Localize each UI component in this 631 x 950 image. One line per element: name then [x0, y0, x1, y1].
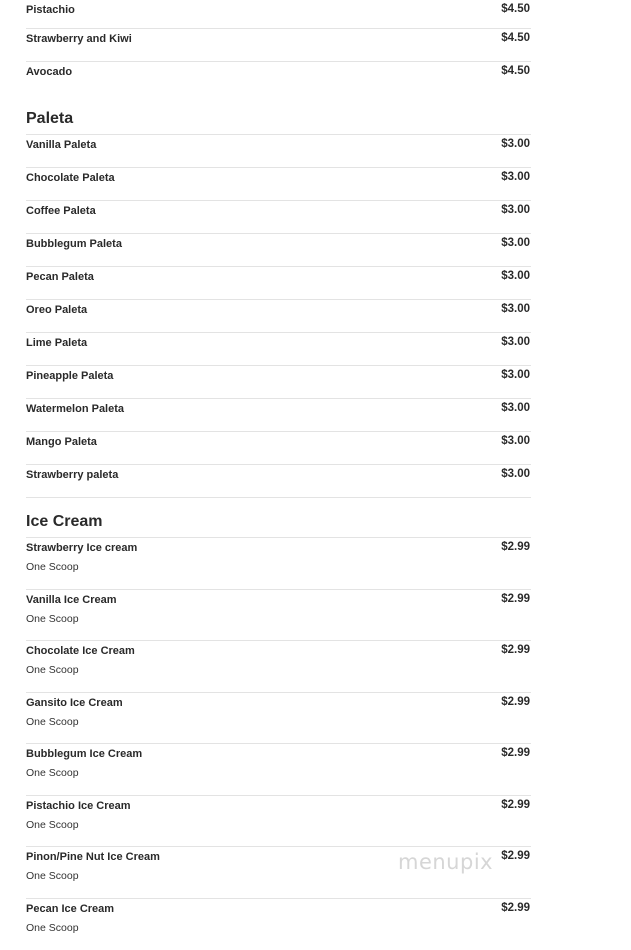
- item-description: One Scoop: [26, 767, 79, 779]
- item-name: Bubblegum Ice Cream: [26, 748, 142, 760]
- item-name: Coffee Paleta: [26, 205, 96, 217]
- item-name: Pecan Paleta: [26, 271, 94, 283]
- item-price: $3.00: [501, 402, 530, 414]
- menu-item: [26, 201, 531, 234]
- menu-item: [26, 62, 531, 95]
- menu-item: [26, 538, 531, 590]
- menu-item: [26, 693, 531, 745]
- item-name: Strawberry paleta: [26, 469, 118, 481]
- item-name: Mango Paleta: [26, 436, 97, 448]
- item-price: $2.99: [501, 644, 530, 656]
- item-price: $4.50: [501, 65, 530, 77]
- item-price: $4.50: [501, 32, 530, 44]
- menu-list: [26, 0, 531, 950]
- menu-item: [26, 899, 531, 950]
- item-name: Strawberry and Kiwi: [26, 33, 132, 45]
- item-name: Vanilla Paleta: [26, 139, 96, 151]
- item-name: Oreo Paleta: [26, 304, 87, 316]
- menu-item: [26, 641, 531, 693]
- menu-item: [26, 135, 531, 168]
- item-description: One Scoop: [26, 716, 79, 728]
- section-header: [26, 95, 531, 135]
- item-description: One Scoop: [26, 819, 79, 831]
- item-name: Avocado: [26, 66, 72, 78]
- item-name: Chocolate Ice Cream: [26, 645, 135, 657]
- item-price: $3.00: [501, 171, 530, 183]
- item-price: $3.00: [501, 336, 530, 348]
- item-price: $3.00: [501, 270, 530, 282]
- item-name: Pinon/Pine Nut Ice Cream: [26, 851, 160, 863]
- item-price: $3.00: [501, 435, 530, 447]
- item-price: $2.99: [501, 850, 530, 862]
- menu-item: [26, 29, 531, 62]
- section-title: Ice Cream: [26, 513, 103, 531]
- menu-item: [26, 267, 531, 300]
- item-price: $3.00: [501, 237, 530, 249]
- item-price: $2.99: [501, 593, 530, 605]
- menu-item: [26, 796, 531, 848]
- item-name: Vanilla Ice Cream: [26, 594, 117, 606]
- menu-item: [26, 432, 531, 465]
- item-price: $2.99: [501, 696, 530, 708]
- menu-item: [26, 366, 531, 399]
- item-description: One Scoop: [26, 870, 79, 882]
- menu-item: [26, 0, 531, 29]
- item-name: Lime Paleta: [26, 337, 87, 349]
- item-price: $4.50: [501, 3, 530, 15]
- item-name: Pistachio Ice Cream: [26, 800, 131, 812]
- menu-item: [26, 333, 531, 366]
- menu-item: [26, 234, 531, 267]
- section-header: [26, 498, 531, 538]
- item-price: $2.99: [501, 902, 530, 914]
- item-name: Strawberry Ice cream: [26, 542, 137, 554]
- item-description: One Scoop: [26, 561, 79, 573]
- menu-item: [26, 590, 531, 642]
- item-name: Pineapple Paleta: [26, 370, 113, 382]
- menu-item: [26, 168, 531, 201]
- item-name: Chocolate Paleta: [26, 172, 115, 184]
- item-name: Watermelon Paleta: [26, 403, 124, 415]
- item-description: One Scoop: [26, 922, 79, 934]
- item-price: $3.00: [501, 204, 530, 216]
- section-title: Paleta: [26, 110, 73, 128]
- menu-item: [26, 465, 531, 498]
- item-description: One Scoop: [26, 664, 79, 676]
- menu-item: [26, 300, 531, 333]
- menu-item: [26, 744, 531, 796]
- item-name: Pecan Ice Cream: [26, 903, 114, 915]
- item-price: $3.00: [501, 138, 530, 150]
- item-price: $3.00: [501, 369, 530, 381]
- item-price: $2.99: [501, 799, 530, 811]
- item-name: Bubblegum Paleta: [26, 238, 122, 250]
- item-name: Gansito Ice Cream: [26, 697, 123, 709]
- item-price: $3.00: [501, 468, 530, 480]
- watermark-logo: menupix: [398, 850, 493, 874]
- item-price: $2.99: [501, 747, 530, 759]
- item-name: Pistachio: [26, 4, 75, 16]
- item-price: $2.99: [501, 541, 530, 553]
- item-description: One Scoop: [26, 613, 79, 625]
- item-price: $3.00: [501, 303, 530, 315]
- menu-item: [26, 399, 531, 432]
